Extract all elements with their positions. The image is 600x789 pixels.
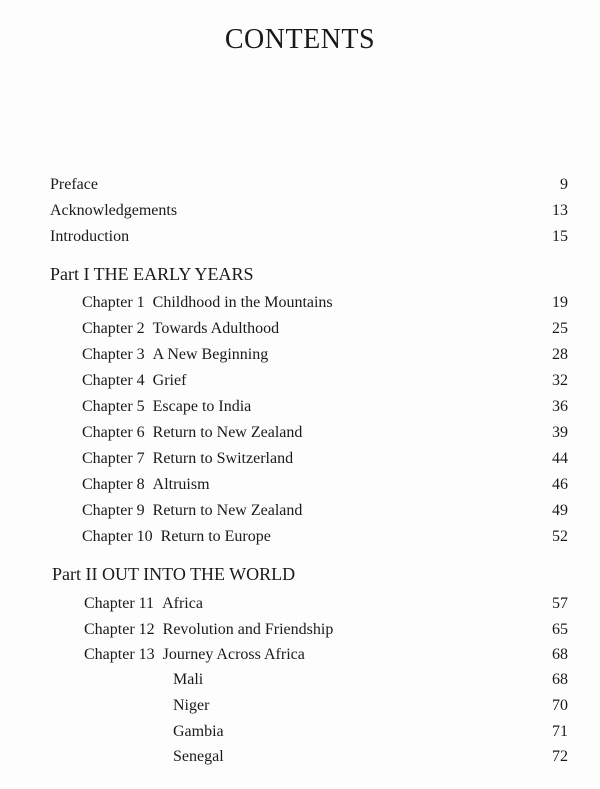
toc-page-number: 9 xyxy=(560,176,568,193)
toc-page-number: 68 xyxy=(552,646,568,663)
toc-chapter-5[interactable] xyxy=(82,397,568,417)
toc-page-number: 49 xyxy=(552,502,568,519)
chapter-label: Chapter 6 xyxy=(82,424,145,441)
chapter-label: Chapter 2 xyxy=(82,320,145,337)
chapter-label: Chapter 9 xyxy=(82,502,145,519)
chapter-label: Chapter 3 xyxy=(82,346,145,363)
toc-chapter-10[interactable] xyxy=(82,527,568,547)
subsection-title: Senegal xyxy=(173,748,224,765)
page-title: CONTENTS xyxy=(224,24,376,55)
chapter-title: A New Beginning xyxy=(152,346,269,363)
toc-entry-acknowledgements[interactable] xyxy=(50,201,568,221)
toc-chapter-11[interactable] xyxy=(84,594,568,614)
chapter-title: Africa xyxy=(162,595,203,612)
chapter-label: Chapter 13 xyxy=(84,646,155,663)
toc-page-number: 68 xyxy=(552,671,568,688)
toc-chapter-12[interactable] xyxy=(84,620,568,640)
toc-page-number: 25 xyxy=(552,320,568,337)
chapter-title: Return to New Zealand xyxy=(152,424,303,441)
chapter-title: Journey Across Africa xyxy=(162,646,305,663)
chapter-title: Altruism xyxy=(152,476,210,493)
toc-subsection-mali[interactable] xyxy=(173,670,568,690)
chapter-title: Towards Adulthood xyxy=(152,320,280,337)
toc-page-number: 13 xyxy=(552,202,568,219)
chapter-label: Chapter 4 xyxy=(82,372,145,389)
toc-page-number: 39 xyxy=(552,424,568,441)
toc-chapter-3[interactable] xyxy=(82,345,568,365)
toc-page-number: 15 xyxy=(552,228,568,245)
chapter-label: Chapter 10 xyxy=(82,528,153,545)
chapter-title: Childhood in the Mountains xyxy=(152,294,333,311)
toc-entry-label: Preface xyxy=(50,176,98,193)
toc-chapter-9[interactable] xyxy=(82,501,568,521)
toc-entry-preface[interactable] xyxy=(50,175,568,195)
chapter-label: Chapter 12 xyxy=(84,621,155,638)
chapter-title: Grief xyxy=(152,372,187,389)
toc-page-number: 19 xyxy=(552,294,568,311)
toc-chapter-13[interactable] xyxy=(84,645,568,665)
toc-page-number: 57 xyxy=(552,595,568,612)
chapter-title: Escape to India xyxy=(152,398,252,415)
chapter-label: Chapter 5 xyxy=(82,398,145,415)
chapter-label: Chapter 1 xyxy=(82,294,145,311)
toc-chapter-2[interactable] xyxy=(82,319,568,339)
toc-page-number: 44 xyxy=(552,450,568,467)
toc-chapter-8[interactable] xyxy=(82,475,568,495)
toc-page-number: 70 xyxy=(552,697,568,714)
toc-subsection-gambia[interactable] xyxy=(173,722,568,742)
toc-chapter-6[interactable] xyxy=(82,423,568,443)
chapter-label: Chapter 11 xyxy=(84,595,155,612)
toc-chapter-4[interactable] xyxy=(82,371,568,391)
toc-entry-label: Introduction xyxy=(50,228,130,245)
subsection-title: Gambia xyxy=(173,723,224,740)
chapter-title: Return to Switzerland xyxy=(152,450,294,467)
subsection-title: Mali xyxy=(173,671,204,688)
toc-page-number: 28 xyxy=(552,346,568,363)
toc-page-number: 46 xyxy=(552,476,568,493)
toc-entry-introduction[interactable] xyxy=(50,227,568,247)
toc-subsection-senegal[interactable] xyxy=(173,747,568,767)
chapter-title: Return to New Zealand xyxy=(152,502,303,519)
chapter-label: Chapter 7 xyxy=(82,450,145,467)
toc-page-number: 32 xyxy=(552,372,568,389)
toc-page-number: 36 xyxy=(552,398,568,415)
toc-entry-label: Acknowledgements xyxy=(50,202,178,219)
toc-page-number: 72 xyxy=(552,748,568,765)
toc-page-number: 52 xyxy=(552,528,568,545)
toc-page-number: 65 xyxy=(552,621,568,638)
part-heading-1: Part I THE EARLY YEARS xyxy=(50,264,254,284)
toc-chapter-1[interactable] xyxy=(82,293,568,313)
subsection-title: Niger xyxy=(173,697,210,714)
toc-subsection-niger[interactable] xyxy=(173,696,568,716)
toc-page-number: 71 xyxy=(552,723,568,740)
part-heading-2: Part II OUT INTO THE WORLD xyxy=(52,564,296,584)
chapter-title: Revolution and Friendship xyxy=(162,621,334,638)
chapter-label: Chapter 8 xyxy=(82,476,145,493)
toc-chapter-7[interactable] xyxy=(82,449,568,469)
chapter-title: Return to Europe xyxy=(160,528,271,545)
